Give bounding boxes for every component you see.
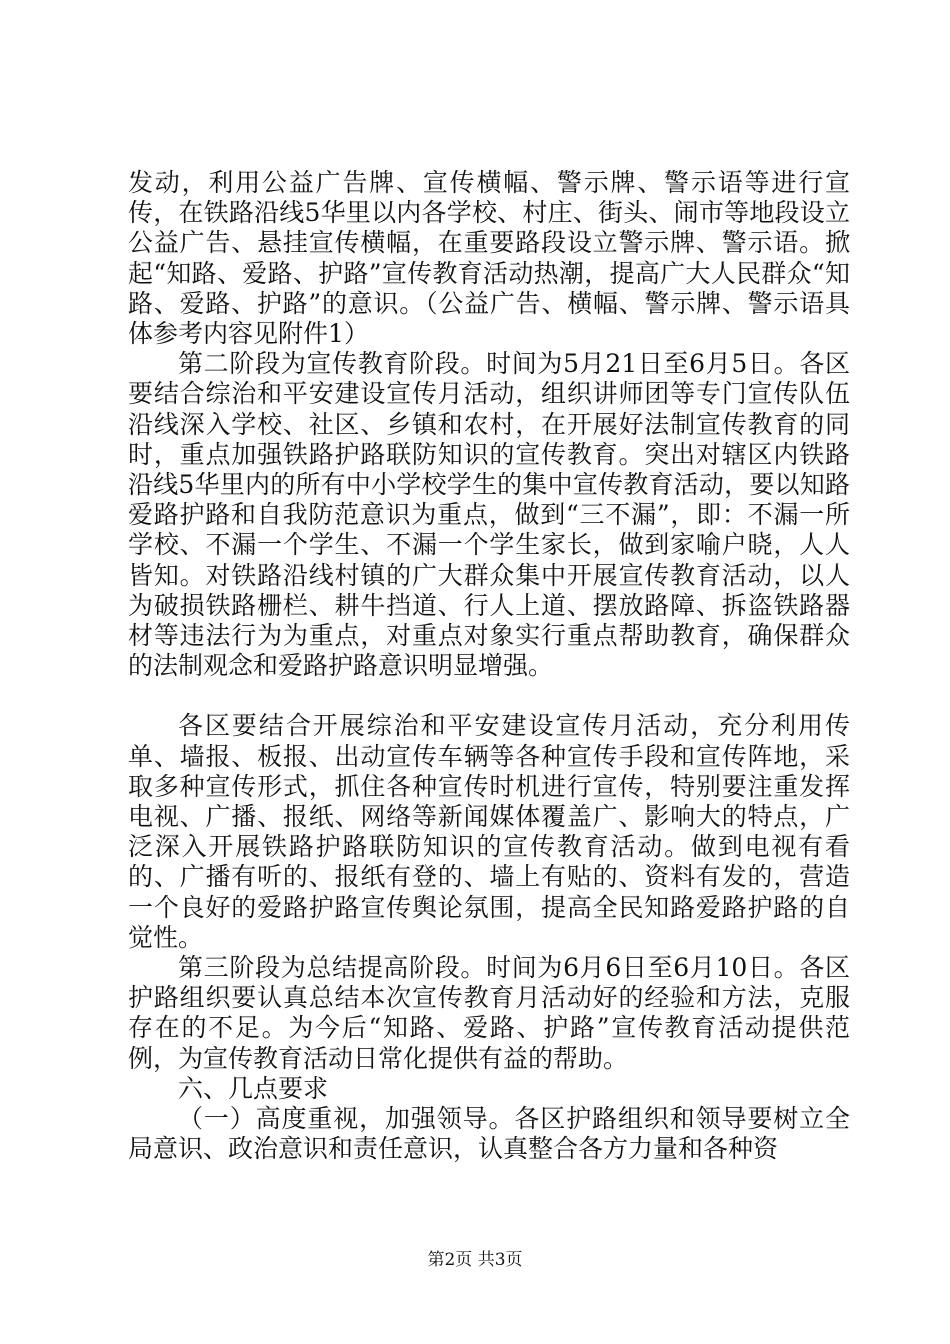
section-heading-requirements: 六、几点要求 [178,1073,329,1103]
paragraph-media-campaign: 各区要结合开展综治和平安建设宣传月活动，充分利用传单、墙报、板报、出动宣传车辆等各种宣传手段和宣传阵地，采取多种宣传形式，抓住各种宣传时机进行宣传，特别要注重发挥电视、广播、报纸、网络等新闻媒体覆盖广、影响大的特点，广泛深入开展铁路护路联防知识的宣传教育活动。做到电视有看的、广播有听的、报纸有登的、墙上有贴的、资料有发的，营造一个良好的爱路护路宣传舆论氛围，提高全民知路爱路护路的自觉性。 [128,711,850,952]
paragraph-stage-two: 第二阶段为宣传教育阶段。时间为5月21日至6月5日。各区要结合综治和平安建设宣传月活动，组织讲师团等专门宣传队伍沿线深入学校、社区、乡镇和农村，在开展好法制宣传教育的同时，重点加强铁路护路联防知识的宣传教育。突出对辖区内铁路沿线5华里内的所有中小学校学生的集中宣传教育活动，要以知路爱路护路和自我防范意识为重点，做到“三不漏”，即：不漏一所学校、不漏一个学生、不漏一个学生家长，做到家喻户晓，人人皆知。对铁路沿线村镇的广大群众集中开展宣传教育活动，以人为破损铁路栅栏、耕牛挡道、行人上道、摆放路障、拆盗铁路器材等违法行为为重点，对重点对象实行重点帮助教育，确保群众的法制观念和爱路护路意识明显增强。 [128,349,850,681]
paragraph-spacer [128,681,850,711]
paragraph-continuation: 发动，利用公益广告牌、宣传横幅、警示牌、警示语等进行宣传，在铁路沿线5华里以内各学校、村庄、街头、闹市等地段设立公益广告、悬挂宣传横幅，在重要路段设立警示牌、警示语。掀起“知路、爱路、护路”宣传教育活动热潮，提高广大人民群众“知路、爱路、护路”的意识。（公益广告、横幅、警示牌、警示语具体参考内容见附件1） [128,168,850,349]
paragraph-stage-three: 第三阶段为总结提高阶段。时间为6月6日至6月10日。各区护路组织要认真总结本次宣传教育月活动好的经验和方法，克服存在的不足。为今后“知路、爱路、护路”宣传教育活动提供范例，为宣传教育活动日常化提供有益的帮助。 [128,953,850,1073]
paragraph-requirement-one: （一）高度重视，加强领导。各区护路组织和领导要树立全局意识、政治意识和责任意识，认真整合各方力量和各种资 [128,1104,850,1164]
page-footer: 第2页 共3页 [427,1250,523,1270]
document-body [128,168,850,1165]
